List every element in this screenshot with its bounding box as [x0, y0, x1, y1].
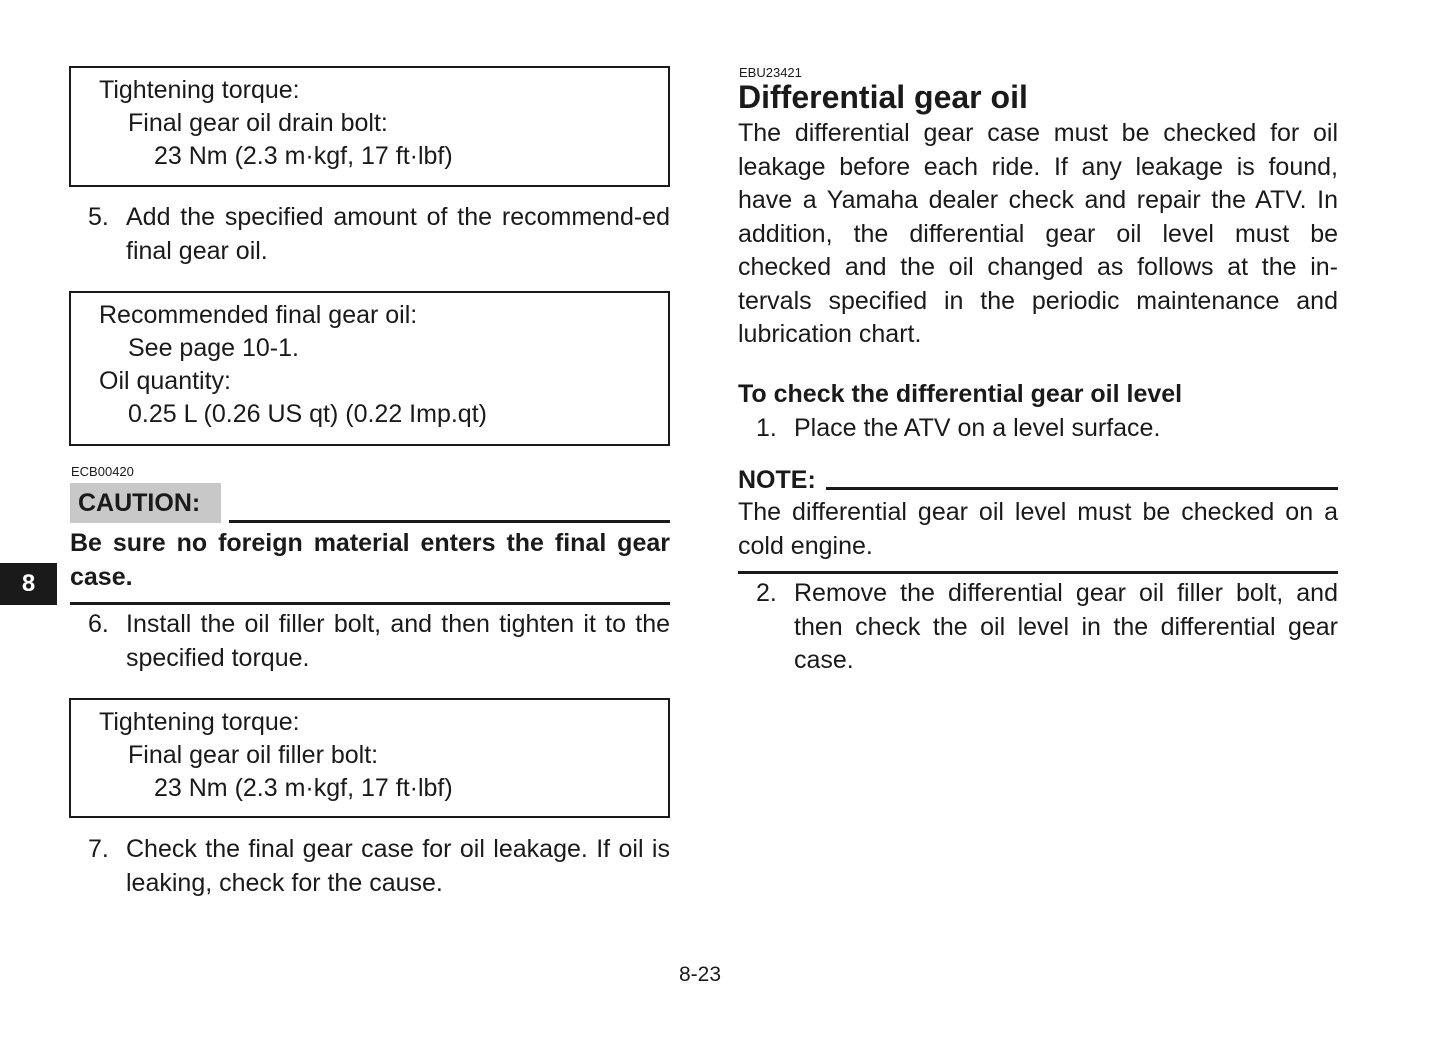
section-code: EBU23421 [739, 65, 802, 80]
chapter-tab: 8 [0, 563, 57, 605]
step-5 [88, 201, 670, 268]
caution-code: ECB00420 [71, 464, 134, 479]
step-number: 2. [756, 579, 777, 607]
section-title: Differential gear oil [738, 79, 1028, 115]
step-text: Check the final gear case for oil leakage. If oil is leaking, check for the cause. [126, 835, 670, 897]
spec-heading: Tightening torque: [99, 76, 300, 104]
note-bottom-rule [738, 571, 1338, 574]
intro-paragraph: The differential gear case must be checked for oil leakage before each ride. If any leakage is found, have a Yamaha dealer check and repair the ATV. In addition, the differential gear oil level must be checked and the oil changed as follows at the in-tervals specified in the periodic maintenance and lubrication chart. [738, 119, 1338, 348]
caution-text: Be sure no foreign material enters the final gear case. [70, 529, 670, 591]
caution-label: CAUTION: [70, 483, 221, 523]
step-number: 6. [88, 610, 109, 638]
spec-item: Final gear oil drain bolt: [128, 109, 388, 137]
note-text: The differential gear oil level must be checked on a cold engine. [738, 498, 1338, 560]
torque-spec-box-drain-bolt [69, 66, 670, 187]
step-number: 5. [88, 203, 109, 231]
step-1 [756, 412, 1338, 446]
step-6 [88, 608, 670, 675]
step-text: Place the ATV on a level surface. [794, 414, 1161, 442]
spec-value: 23 Nm (2.3 m·kgf, 17 ft·lbf) [154, 774, 453, 802]
step-number: 1. [756, 414, 777, 442]
caution-bottom-rule [70, 602, 670, 605]
spec-value: 0.25 L (0.26 US qt) (0.22 Imp.qt) [128, 400, 487, 428]
oil-spec-box [69, 291, 670, 446]
page-number: 8-23 [679, 963, 722, 986]
torque-spec-box-filler-bolt [69, 698, 670, 818]
step-2 [756, 577, 1338, 678]
spec-heading: Tightening torque: [99, 708, 300, 736]
step-text: Add the specified amount of the recommend-ed final gear oil. [126, 203, 670, 265]
subheading: To check the differential gear oil level [738, 380, 1183, 408]
caution-top-rule [229, 520, 670, 523]
step-number: 7. [88, 835, 109, 863]
spec-value: 23 Nm (2.3 m·kgf, 17 ft·lbf) [154, 142, 453, 170]
spec-value: See page 10-1. [128, 334, 299, 362]
spec-heading: Recommended final gear oil: [99, 301, 418, 329]
spec-heading: Oil quantity: [99, 367, 232, 395]
spec-item: Final gear oil filler bolt: [128, 741, 379, 769]
step-text: Install the oil filler bolt, and then tighten it to the specified torque. [126, 610, 670, 672]
note-top-rule [826, 487, 1338, 490]
step-7 [88, 833, 670, 900]
note-label: NOTE: [738, 466, 816, 494]
step-text: Remove the differential gear oil filler bolt, and then check the oil level in the differential gear case. [794, 579, 1338, 674]
